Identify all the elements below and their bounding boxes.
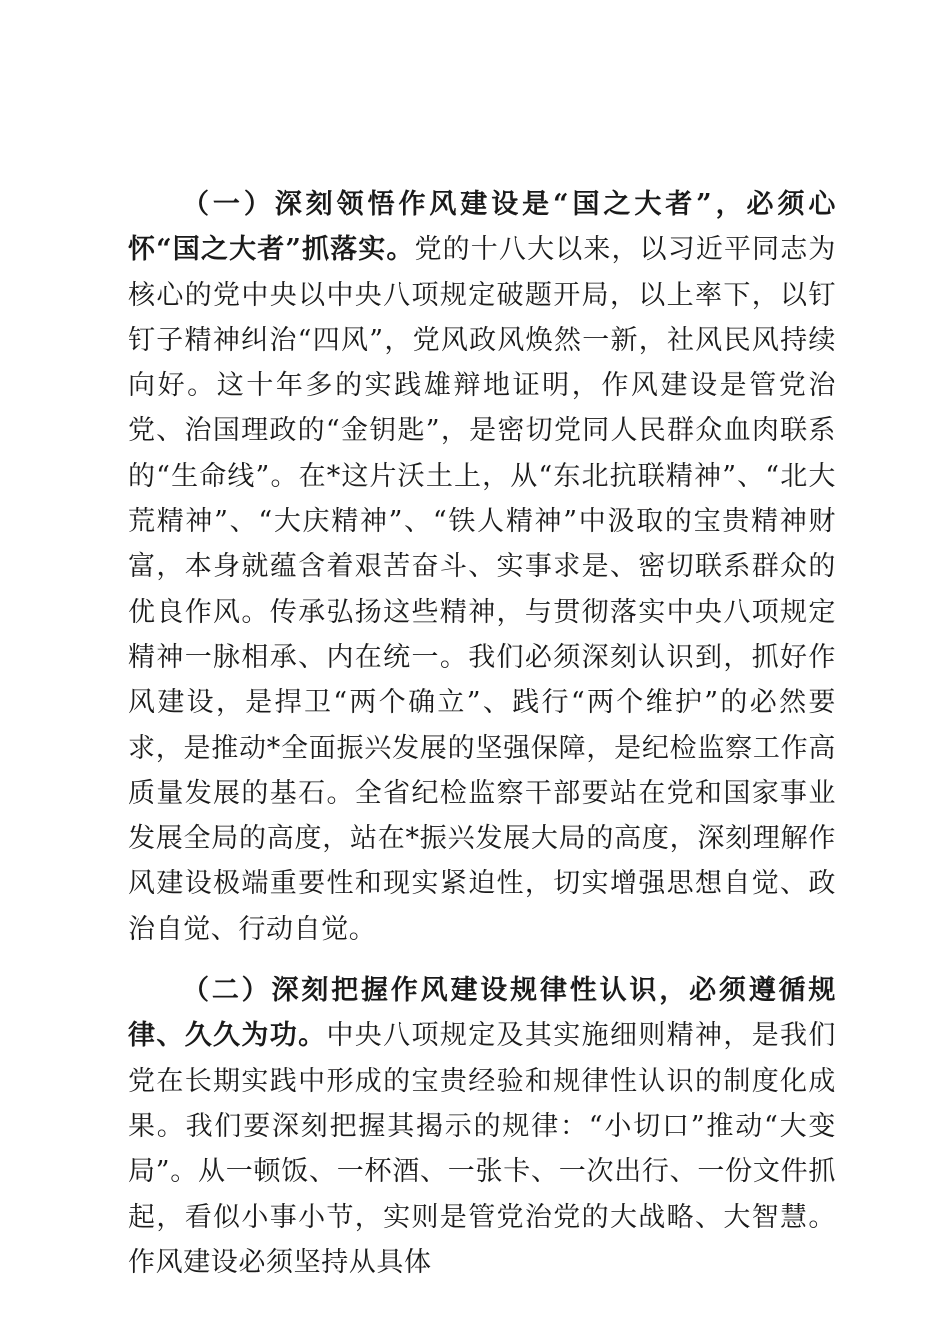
paragraph-1-heading: （一）深刻领悟作风建设是“国之大者”，必须心怀“国之大者”抓落实。 — [128, 189, 836, 266]
paragraph-1-text: 党的十八大以来，以习近平同志为核心的党中央以中央八项规定破题开局，以上率下，以钉钉子精神纠治“四风”，党风政风焕然一新，社风民风持续向好。这十年多的实践雄辩地证明，作风建设是管党治党、治国理政的“金钥匙”，是密切党同人民群众血肉联系的“生命线”。在*这片沃土上，从“东北抗联精神”、“北大荒精神”、“大庆精神”、“铁人精神”中汲取的宝贵精神财富，本身就蕴含着艰苦奋斗、实事求是、密切联系群众的优良作风。传承弘扬这些精神，与贯彻落实中央八项规定精神一脉相承、内在统一。我们必须深刻认识到，抓好作风建设，是捍卫“两个确立”、践行“两个维护”的必然要求，是推动*全面振兴发展的坚强保障，是纪检监察工作高质量发展的基石。全省纪检监察干部要站在党和国家事业发展全局的高度，站在*振兴发展大局的高度，深刻理解作风建设极端重要性和现实紧迫性，切实增强思想自觉、政治自觉、行动自觉。 — [128, 234, 836, 945]
paragraph-2 — [128, 968, 836, 1285]
paragraph-1 — [128, 182, 836, 952]
paragraph-2-text: 中央八项规定及其实施细则精神，是我们党在长期实践中形成的宝贵经验和规律性认识的制度化成果。我们要深刻把握其揭示的规律：“小切口”推动“大变局”。从一顿饭、一杯酒、一张卡、一次出行、一份文件抓起，看似小事小节，实则是管党治党的大战略、大智慧。作风建设必须坚持从具体 — [128, 1020, 836, 1278]
document-body — [128, 182, 836, 1285]
paragraph-2-heading: （二）深刻把握作风建设规律性认识，必须遵循规律、久久为功。 — [128, 975, 836, 1052]
